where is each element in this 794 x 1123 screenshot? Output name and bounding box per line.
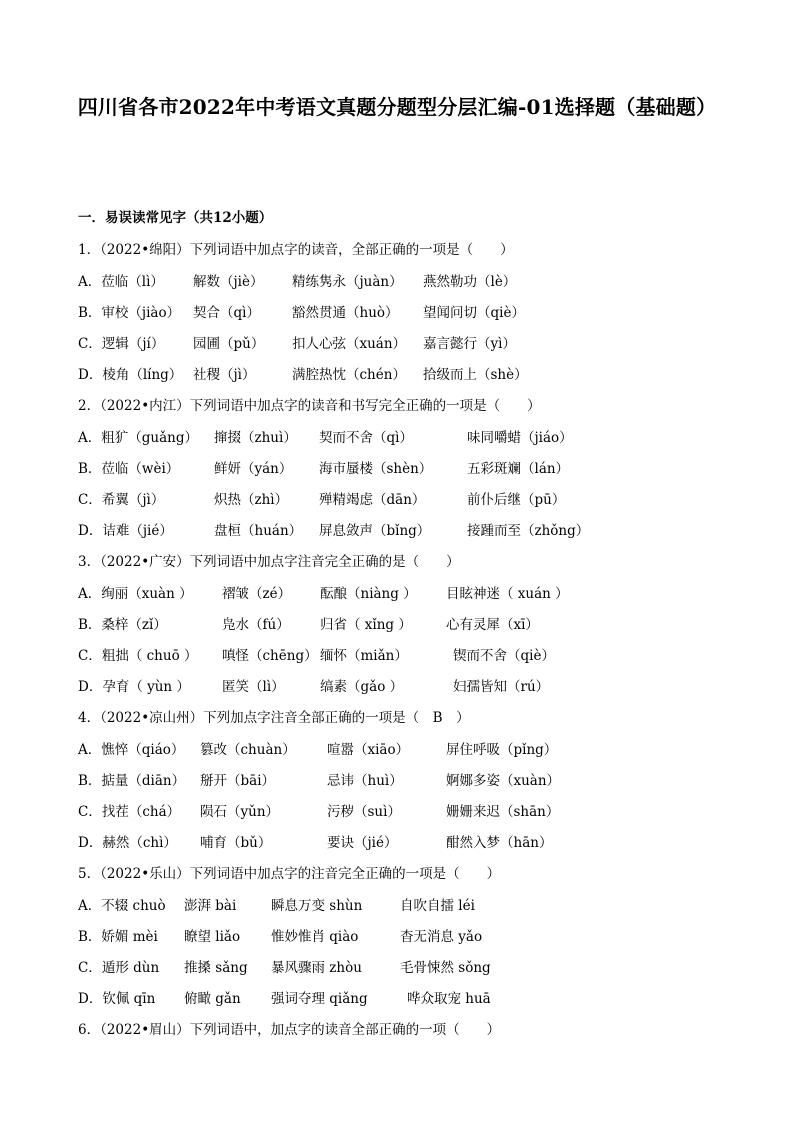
option-item: A．莅临（lì） — [78, 274, 164, 290]
option-item: 扣人心弦（xuán） — [292, 336, 407, 352]
option-item: 哗众取宠 huā — [407, 991, 491, 1007]
option-item: 契而不舍（qì） — [319, 430, 413, 446]
option-item: 屏住呼吸（pǐng） — [446, 742, 558, 758]
option-item: 燕然勒功（lè） — [423, 274, 517, 290]
option-item: 嘉言懿行（yì） — [423, 336, 516, 352]
option-item: C．粗拙（ chuō ） — [78, 648, 198, 664]
option-item: D．孕育（ yùn ） — [78, 679, 190, 695]
option-item: 瞭望 liǎo — [184, 929, 241, 945]
option-item: 褶皱（zé） — [222, 586, 292, 602]
option-item: 解数（jiè） — [193, 274, 264, 290]
option-item: D．棱角（líng） — [78, 367, 183, 383]
option-item: A．不辍 chuò — [78, 898, 166, 914]
question-stem: 1．（2022•绵阳）下列词语中加点字的读音，全部正确的一项是（ ） — [78, 242, 514, 258]
document-title: 四川省各市2022年中考语文真题分题型分层汇编-01选择题（基础题） — [77, 95, 717, 119]
option-item: 强词夺理 qiǎng — [271, 991, 368, 1007]
option-item: 匿笑（lì） — [222, 679, 285, 695]
option-item: D．钦佩 qīn — [78, 991, 156, 1007]
option-item: 杳无消息 yǎo — [400, 929, 483, 945]
option-item: B．审校（jiào） — [78, 305, 181, 321]
option-item: 心有灵犀（xī） — [446, 617, 539, 633]
option-item: B．娇媚 mèi — [78, 929, 158, 945]
option-item: 锲而不舍（qiè） — [453, 648, 555, 664]
option-item: C．遁形 dùn — [78, 960, 160, 976]
option-item: 澎湃 bài — [184, 898, 237, 914]
option-item: 盘桓（huán） — [214, 523, 303, 539]
option-item: 精练隽永（juàn） — [292, 274, 403, 290]
option-item: 要诀（jié） — [327, 835, 398, 851]
section-heading: 一．易误读常见字（共12小题） — [78, 210, 273, 226]
option-item: 姗姗来迟（shān） — [446, 804, 560, 820]
option-item: 嗔怪（chēng） — [222, 648, 318, 664]
option-item: 陨石（yǔn） — [200, 804, 280, 820]
option-item: 哺育（bǔ） — [200, 835, 272, 851]
option-item: 契合（qì） — [193, 305, 260, 321]
option-item: 忌讳（huì） — [327, 773, 403, 789]
option-item: 酣然入梦（hān） — [446, 835, 553, 851]
option-item: 凫水（fú） — [222, 617, 290, 633]
option-item: 推搡 sǎng — [184, 960, 248, 976]
option-item: 五彩斑斓（lán） — [467, 461, 570, 477]
option-item: C．希翼（jì） — [78, 492, 165, 508]
option-item: 满腔热忱（chén） — [292, 367, 406, 383]
question-stem: 6．（2022•眉山）下列词语中，加点字的读音全部正确的一项（ ） — [78, 1022, 501, 1038]
option-item: 惟妙惟肖 qiào — [271, 929, 359, 945]
option-item: 妇孺皆知（rú） — [453, 679, 550, 695]
option-item: B．掂量（diān） — [78, 773, 186, 789]
option-item: 瞬息万变 shùn — [271, 898, 363, 914]
option-item: C．找茬（chá） — [78, 804, 181, 820]
option-item: 殚精竭虑（dān） — [319, 492, 426, 508]
option-item: 接踵而至（zhǒng） — [467, 523, 590, 539]
option-item: 豁然贯通（huò） — [292, 305, 399, 321]
question-stem: 5．（2022•乐山）下列词语中加点字的注音完全正确的一项是（ ） — [78, 866, 501, 882]
option-item: 望闻问切（qiè） — [423, 305, 525, 321]
option-item: 婀娜多姿（xuàn） — [446, 773, 561, 789]
option-item: 俯瞰 gǎn — [184, 991, 241, 1007]
option-item: 味同嚼蜡（jiáo） — [467, 430, 573, 446]
option-item: 缟素（gǎo ） — [320, 679, 404, 695]
option-item: B．桑梓（zǐ） — [78, 617, 167, 633]
option-item: 社稷（jì） — [193, 367, 256, 383]
option-item: 海市蜃楼（shèn） — [319, 461, 433, 477]
option-item: 喧嚣（xiāo） — [327, 742, 410, 758]
option-item: 毛骨悚然 sǒng — [400, 960, 491, 976]
question-stem: 3．（2022•广安）下列词语中加点字注音完全正确的是（ ） — [78, 554, 460, 570]
option-item: D．赫然（chì） — [78, 835, 177, 851]
question-stem: 2．（2022•内江）下列词语中加点字的读音和书写完全正确的一项是（ ） — [78, 398, 541, 414]
option-item: A．粗犷（guǎng） — [78, 430, 198, 446]
option-item: B．莅临（wèi） — [78, 461, 180, 477]
option-item: 自吹自擂 léi — [400, 898, 475, 914]
option-item: 炽热（zhì） — [214, 492, 289, 508]
question-stem: 4．（2022•凉山州）下列加点字注音全部正确的一项是（ B ） — [78, 710, 470, 726]
option-item: 屏息敛声（bǐng） — [319, 523, 431, 539]
option-item: 暴风骤雨 zhòu — [271, 960, 362, 976]
option-item: D．诘难（jié） — [78, 523, 173, 539]
option-item: 篡改（chuàn） — [200, 742, 296, 758]
option-item: 掰开（bāi） — [200, 773, 276, 789]
option-item: 园圃（pǔ） — [193, 336, 265, 352]
option-item: 缅怀（miǎn） — [320, 648, 408, 664]
option-item: 拾级而上（shè） — [423, 367, 528, 383]
option-item: 鲜妍（yán） — [214, 461, 293, 477]
option-item: 前仆后继（pū） — [467, 492, 566, 508]
option-item: 撺掇（zhuì） — [214, 430, 297, 446]
option-item: 目眩神迷（ xuán ） — [446, 586, 569, 602]
option-item: 污秽（suì） — [327, 804, 401, 820]
option-item: A．憔悴（qiáo） — [78, 742, 185, 758]
option-item: A．绚丽（xuàn ） — [78, 586, 193, 602]
option-item: 归省（ xǐng ） — [320, 617, 412, 633]
option-item: 酝酿（niàng ） — [320, 586, 417, 602]
option-item: C．逻辑（jí） — [78, 336, 165, 352]
